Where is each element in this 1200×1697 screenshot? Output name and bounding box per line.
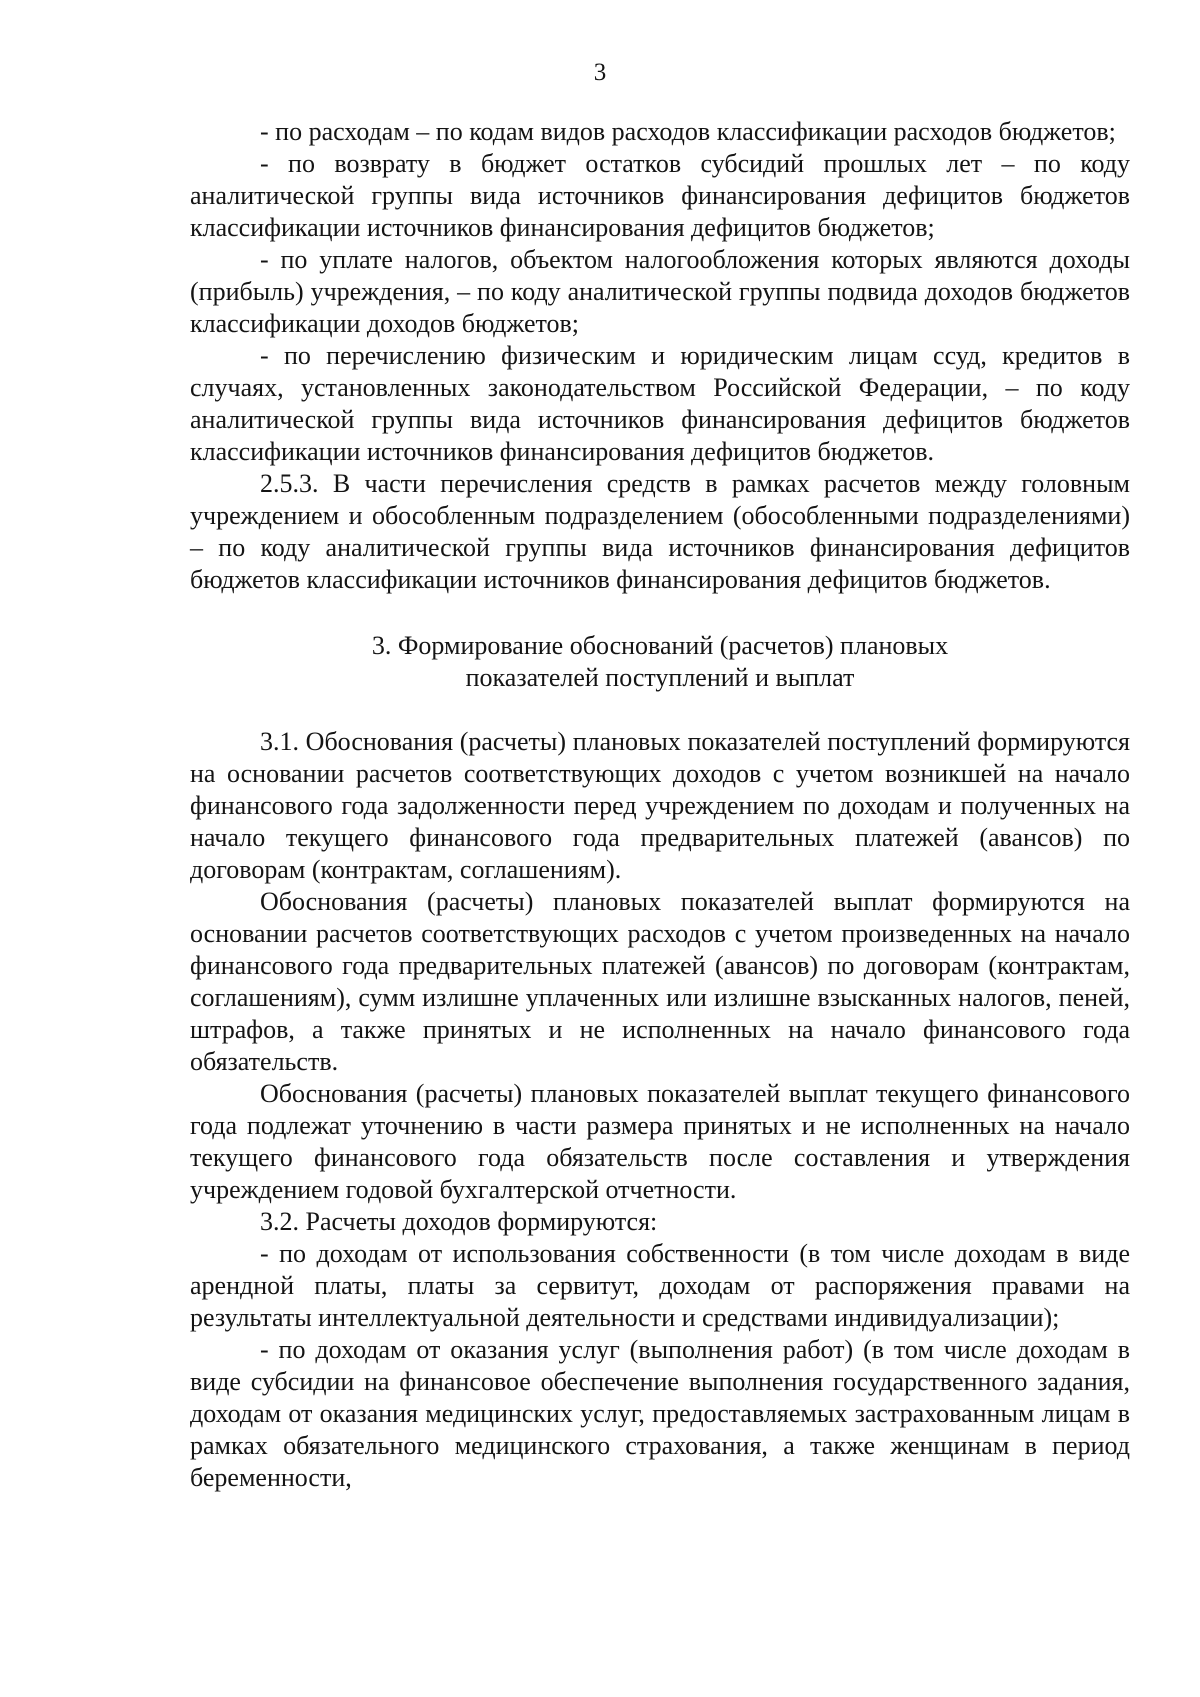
paragraph-loans: - по перечислению физическим и юридическим лицам ссуд, кредитов в случаях, установленных законодательством Российской Федерации, – по коду аналитической группы вида источников финансирования дефицитов бюджетов классификации источников финансирования дефицитов бюджетов. [190, 341, 1130, 466]
paragraph-property-income: - по доходам от использования собственности (в том числе доходам в виде арендной платы, платы за сервитут, доходам от распоряжения правами на результаты интеллектуальной деятельности и средствами индивидуализации); [190, 1239, 1130, 1332]
paragraph-2-5-3: 2.5.3. В части перечисления средств в рамках расчетов между головным учреждением и обособленным подразделением (обособленными подразделениями) – по коду аналитической группы вида источников финансирования дефицитов бюджетов классификации источников финансирования дефицитов бюджетов. [190, 469, 1130, 594]
paragraph-3-1: 3.1. Обоснования (расчеты) плановых показателей поступлений формируются на основании расчетов соответствующих доходов с учетом возникшей на начало финансового года задолженности перед учреждением по доходам и полученных на начало текущего финансового года предварительных платежей (авансов) по договорам (контрактам, соглашениям). [190, 727, 1130, 884]
paragraph-3-2: 3.2. Расчеты доходов формируются: [260, 1207, 658, 1236]
paragraph-services-income: - по доходам от оказания услуг (выполнения работ) (в том числе доходам в виде субсидии на финансовое обеспечение выполнения государственного задания, доходам от оказания медицинских услуг, предоставляемых застрахованным лицам в рамках обязательного медицинского страхования, а также женщинам в период беременности, [190, 1335, 1130, 1492]
section-3-title [190, 630, 1130, 694]
paragraph-subsidy-return: - по возврату в бюджет остатков субсидий прошлых лет – по коду аналитической группы вида источников финансирования дефицитов бюджетов классификации источников финансирования дефицитов бюджетов; [190, 149, 1130, 242]
paragraph-current-year-clarification: Обоснования (расчеты) плановых показателей выплат текущего финансового года подлежат уточнению в части размера принятых и не исполненных на начало текущего финансового года обязательств после составления и утверждения учреждением годовой бухгалтерской отчетности. [190, 1079, 1130, 1204]
section-3-title-line-2: показателей поступлений и выплат [465, 663, 855, 692]
page-number: 3 [593, 59, 607, 86]
paragraph-payments-justification: Обоснования (расчеты) плановых показателей выплат формируются на основании расчетов соответствующих расходов с учетом произведенных на начало финансового года предварительных платежей (авансов) по договорам (контрактам, соглашениям), сумм излишне уплаченных или излишне взысканных налогов, пеней, штрафов, а также принятых и не исполненных на начало финансового года обязательств. [190, 887, 1130, 1076]
paragraph-expenses: - по расходам – по кодам видов расходов классификации расходов бюджетов; [260, 117, 1116, 146]
section-3-title-line-1: 3. Формирование обоснований (расчетов) плановых [371, 631, 949, 660]
document-body [190, 116, 1130, 1494]
paragraph-tax-payment: - по уплате налогов, объектом налогообложения которых являются доходы (прибыль) учреждения, – по коду аналитической группы подвида доходов бюджетов классификации доходов бюджетов; [190, 245, 1130, 338]
